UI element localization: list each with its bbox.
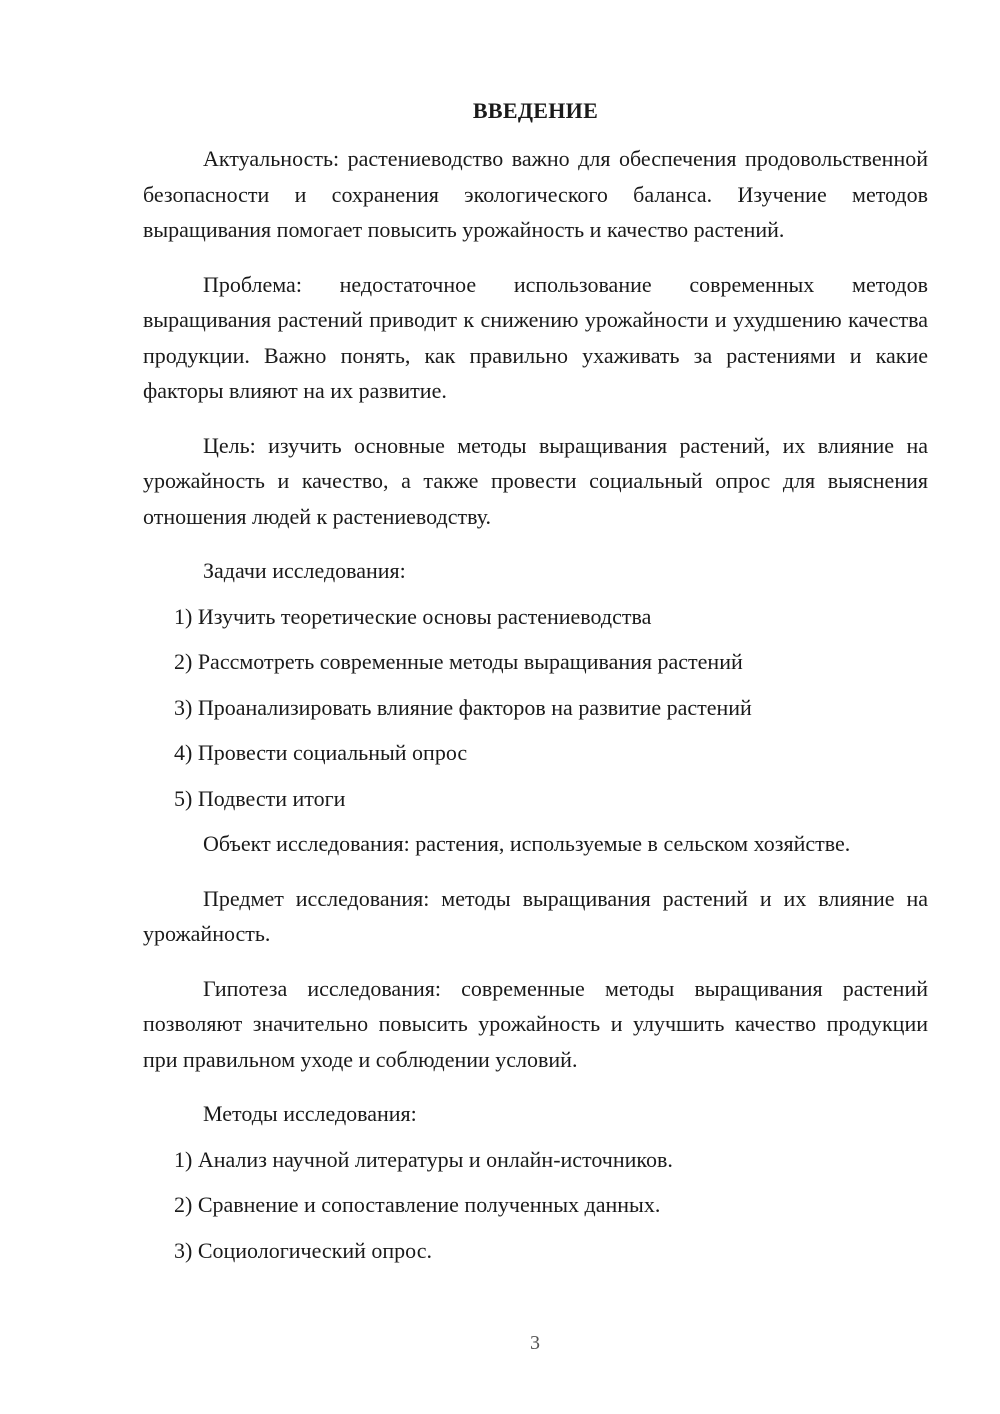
page-number: 3: [530, 1332, 540, 1354]
page-title: ВВЕДЕНИЕ: [472, 98, 599, 123]
task-item: 1) Изучить теоретические основы растениеводства: [174, 603, 652, 629]
hypothesis-paragraph: Гипотеза исследования: современные методы выращивания растений позволяют значительно повысить урожайность и улучшить качество продукции при правильном уходе и соблюдении условий.: [143, 975, 928, 1072]
task-item: 4) Провести социальный опрос: [174, 740, 468, 765]
relevance-paragraph: Актуальность: растениеводство важно для обеспечения продовольственной безопасности и сохранения экологического баланса. Изучение методов выращивания помогает повысить урожайность и качество растений.: [143, 146, 928, 242]
tasks-list: [143, 599, 928, 817]
subject-paragraph: Предмет исследования: методы выращивания растений и их влияние на урожайность.: [143, 885, 928, 946]
method-item: 2) Сравнение и сопоставление полученных данных.: [174, 1192, 661, 1217]
task-item: 2) Рассмотреть современные методы выращивания растений: [174, 649, 743, 674]
problem-paragraph: Проблема: недостаточное использование современных методов выращивания растений приводит к снижению урожайности и ухудшению качества продукции. Важно понять, как правильно ухаживать за растениями и какие факторы влияют на их развитие.: [143, 271, 928, 403]
page-content: [143, 96, 928, 1268]
task-item: 3) Проанализировать влияние факторов на развитие растений: [174, 694, 752, 720]
object-paragraph: Объект исследования: растения, используемые в сельском хозяйстве.: [203, 831, 851, 856]
goal-paragraph: Цель: изучить основные методы выращивания растений, их влияние на урожайность и качество, а также провести социальный опрос для выяснения отношения людей к растениеводству.: [143, 432, 928, 529]
method-item: 1) Анализ научной литературы и онлайн-источников.: [174, 1146, 673, 1172]
tasks-heading: Задачи исследования:: [203, 558, 406, 583]
methods-heading: Методы исследования:: [203, 1101, 417, 1126]
methods-list: [143, 1142, 928, 1269]
method-item: 3) Социологический опрос.: [174, 1237, 432, 1263]
task-item: 5) Подвести итоги: [174, 785, 346, 811]
